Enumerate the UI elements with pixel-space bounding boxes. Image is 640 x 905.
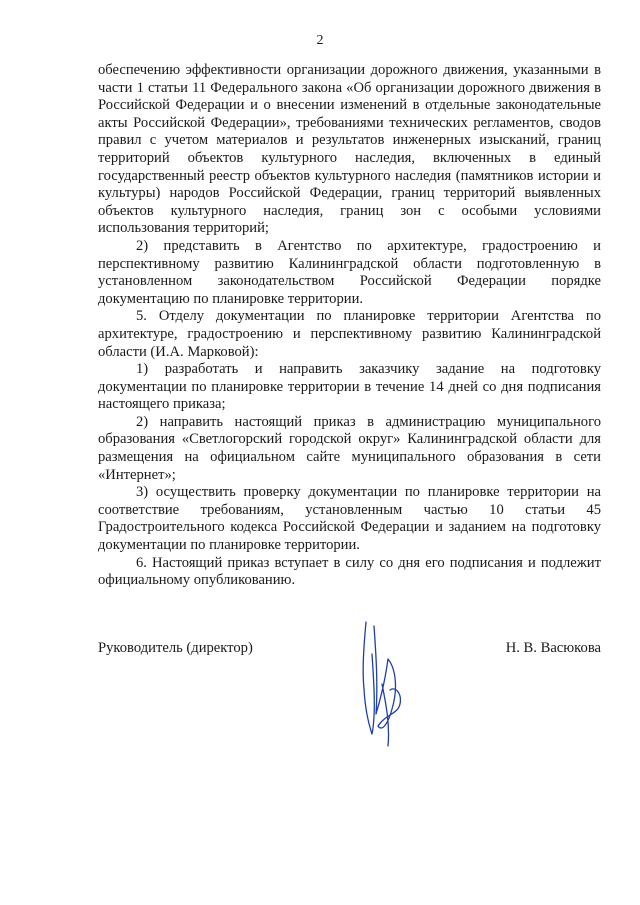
paragraph-section-5-item-1: 1) разработать и направить заказчику задание на подготовку документации по планировке территории в течение 14 дней со дня подписания настоящего приказа;	[98, 361, 601, 413]
paragraph-section-5-item-3: 3) осуществить проверку документации по планировке территории на соответствие требованиям, установленным частью 10 статьи 45 Градостроительного кодекса Российской Федерации и заданием на подготовку документации по планировке территории.	[98, 484, 601, 554]
paragraph-section-5: 5. Отделу документации по планировке территории Агентства по архитектуре, градостроению и перспективному развитию Калининградской области (И.А. Марковой):	[98, 308, 601, 360]
signatory-name: Н. В. Васюкова	[505, 640, 601, 656]
paragraph-continuation: обеспечению эффективности организации дорожного движения, указанными в части 1 статьи 11 Федерального закона «Об организации дорожного движения в Российской Федерации и о внесении изменений в отдельные законодательные акты Российской Федерации», требованиями технических регламентов, сводов правил с учетом материалов и результатов инженерных изысканий, границ территорий объектов культурного наследия, включенных в единый государственный реестр объектов культурного наследия (памятников истории и культуры) народов Российской Федерации, границ территорий выявленных объектов культурного наследия, границ зон с особыми условиями использования территорий;	[98, 62, 601, 237]
handwritten-signature	[352, 614, 412, 754]
signatory-title: Руководитель (директор)	[98, 640, 253, 656]
paragraph-section-5-item-2: 2) направить настоящий приказ в администрацию муниципального образования «Светлогорский городской округ» Калининградской области для размещения на официальном сайте муниципального образования в сети «Интернет»;	[98, 413, 601, 483]
paragraph-section-6: 6. Настоящий приказ вступает в силу со дня его подписания и подлежит официальному опубликованию.	[98, 554, 601, 589]
page-number: 2	[316, 33, 324, 48]
document-body	[98, 62, 601, 590]
paragraph-item-2-submit: 2) представить в Агентство по архитектуре, градостроению и перспективному развитию Калининградской области подготовленную в установленном законодательством Российской Федерации порядке документацию по планировке территории.	[98, 237, 601, 307]
